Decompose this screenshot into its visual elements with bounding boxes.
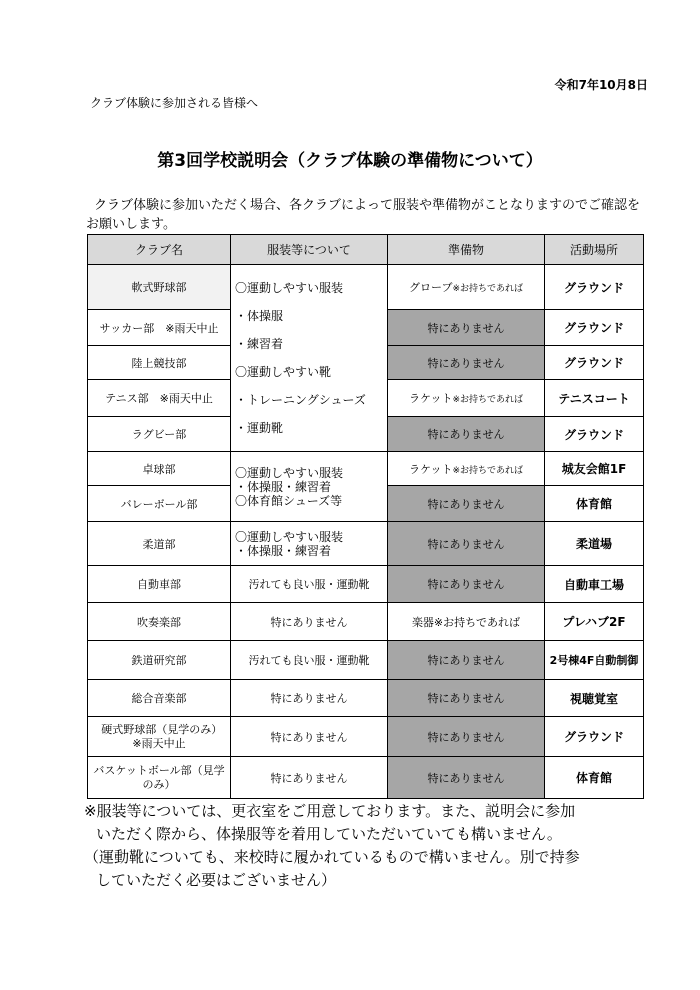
note-line-3: （運動靴についても、来校時に履かれているもので構いません。別で持参: [84, 848, 580, 866]
place: プレハブ2F: [545, 603, 644, 641]
prep: ラケット※お持ちであれば: [388, 452, 545, 486]
prep: 特にありません: [388, 310, 545, 346]
prep: 特にありません: [388, 717, 545, 757]
table-row: [88, 680, 644, 717]
notes: [84, 800, 674, 892]
club-name: 軟式野球部: [88, 265, 231, 310]
prep: 特にありません: [388, 566, 545, 603]
club-table: [87, 234, 644, 799]
club-name: 卓球部: [88, 452, 231, 486]
addressee: クラブ体験に参加される皆様へ: [90, 96, 259, 110]
club-name: 総合音楽部: [88, 680, 231, 717]
prep: 特にありません: [388, 680, 545, 717]
prep: 特にありません: [388, 522, 545, 566]
table-row: [88, 566, 644, 603]
prep: 特にありません: [388, 757, 545, 799]
place: グラウンド: [545, 417, 644, 452]
clothing: 特にありません: [231, 680, 388, 717]
place: グラウンド: [545, 717, 644, 757]
table-header-row: [88, 235, 644, 265]
club-name: 自動車部: [88, 566, 231, 603]
clothing: 汚れても良い服・運動靴: [231, 566, 388, 603]
table-row: [88, 265, 644, 310]
table-row: [88, 641, 644, 680]
note-line-2: いただく際から、体操服等を着用していただいていても構いません。: [96, 825, 562, 843]
prep: グローブ※お持ちであれば: [388, 265, 545, 310]
club-name: バレーボール部: [88, 486, 231, 522]
date: 令和7年10月8日: [554, 78, 648, 92]
place: 2号棟4F自動制御: [545, 641, 644, 680]
club-name: バスケットボール部（見学のみ）: [88, 757, 231, 799]
place: 城友会館1F: [545, 452, 644, 486]
club-name: ラグビー部: [88, 417, 231, 452]
place: グラウンド: [545, 346, 644, 380]
place: 柔道場: [545, 522, 644, 566]
header-club: クラブ名: [88, 235, 231, 265]
header-place: 活動場所: [545, 235, 644, 265]
prep: 特にありません: [388, 417, 545, 452]
prep: 特にありません: [388, 346, 545, 380]
place: 体育館: [545, 757, 644, 799]
club-name: 吹奏楽部: [88, 603, 231, 641]
place: グラウンド: [545, 310, 644, 346]
place: 視聴覚室: [545, 680, 644, 717]
table-row: [88, 603, 644, 641]
clothing: 特にありません: [231, 757, 388, 799]
note-line-1: ※服装等については、更衣室をご用意しております。また、説明会に参加: [84, 802, 576, 820]
table-row: [88, 757, 644, 799]
clothing-group-1: 〇運動しやすい服装 ・体操服 ・練習着 〇運動しやすい靴 ・トレーニングシューズ ・運動靴: [231, 265, 388, 452]
table-row: [88, 452, 644, 486]
club-name: 硬式野球部（見学のみ） ※雨天中止: [88, 717, 231, 757]
club-name: 柔道部: [88, 522, 231, 566]
header-prep: 準備物: [388, 235, 545, 265]
clothing: 特にありません: [231, 603, 388, 641]
place: グラウンド: [545, 265, 644, 310]
club-name: テニス部 ※雨天中止: [88, 380, 231, 417]
page-title: 第3回学校説明会（クラブ体験の準備物について）: [157, 151, 543, 171]
place: テニスコート: [545, 380, 644, 417]
prep: 楽器※お持ちであれば: [388, 603, 545, 641]
table-row: [88, 717, 644, 757]
prep: 特にありません: [388, 486, 545, 522]
prep: 特にありません: [388, 641, 545, 680]
table-row: [88, 522, 644, 566]
clothing: 〇運動しやすい服装 ・体操服・練習着: [231, 522, 388, 566]
place: 自動車工場: [545, 566, 644, 603]
clothing-group-2: 〇運動しやすい服装 ・体操服・練習着 〇体育館シューズ等: [231, 452, 388, 522]
club-name: 鉄道研究部: [88, 641, 231, 680]
club-name: 陸上競技部: [88, 346, 231, 380]
club-name: サッカー部 ※雨天中止: [88, 310, 231, 346]
place: 体育館: [545, 486, 644, 522]
prep: ラケット※お持ちであれば: [388, 380, 545, 417]
header-clothing: 服装等について: [231, 235, 388, 265]
intro-paragraph: クラブ体験に参加いただく場合、各クラブによって服装や準備物がことなりますのでご確認をお願いします。: [86, 198, 641, 232]
clothing: 汚れても良い服・運動靴: [231, 641, 388, 680]
clothing: 特にありません: [231, 717, 388, 757]
note-line-4: していただく必要はございません）: [96, 871, 337, 889]
